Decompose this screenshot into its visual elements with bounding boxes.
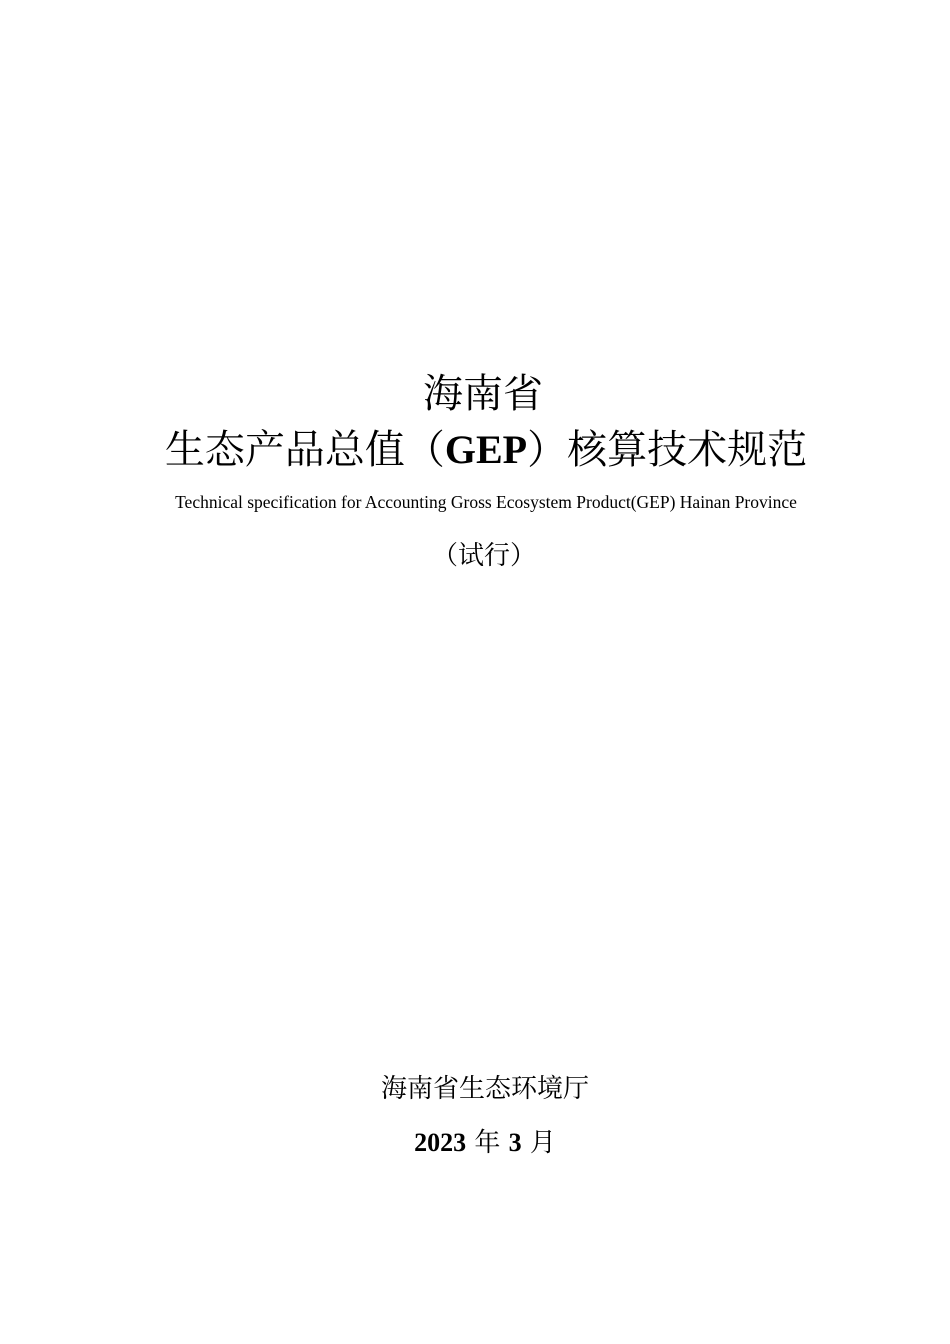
title-abbreviation: GEP (444, 427, 528, 472)
year-unit: 年 (466, 1128, 509, 1158)
issue-month: 3 (508, 1128, 522, 1157)
title-suffix: ）核算技术规范 (527, 427, 808, 473)
issue-year: 2023 (414, 1128, 467, 1157)
issuing-authority: 海南省生态环境厅 (380, 1074, 589, 1104)
document-title-region: 海南省 (423, 371, 543, 417)
english-subtitle: Technical specification for Accounting Gross Ecosystem Product(GEP) Hainan Province (175, 492, 797, 512)
trial-status-label: （试行） (431, 541, 536, 571)
title-prefix: 生态产品总值（ (164, 427, 445, 473)
month-unit: 月 (521, 1128, 556, 1158)
document-title-main (0, 424, 950, 476)
issue-date (0, 1124, 950, 1162)
